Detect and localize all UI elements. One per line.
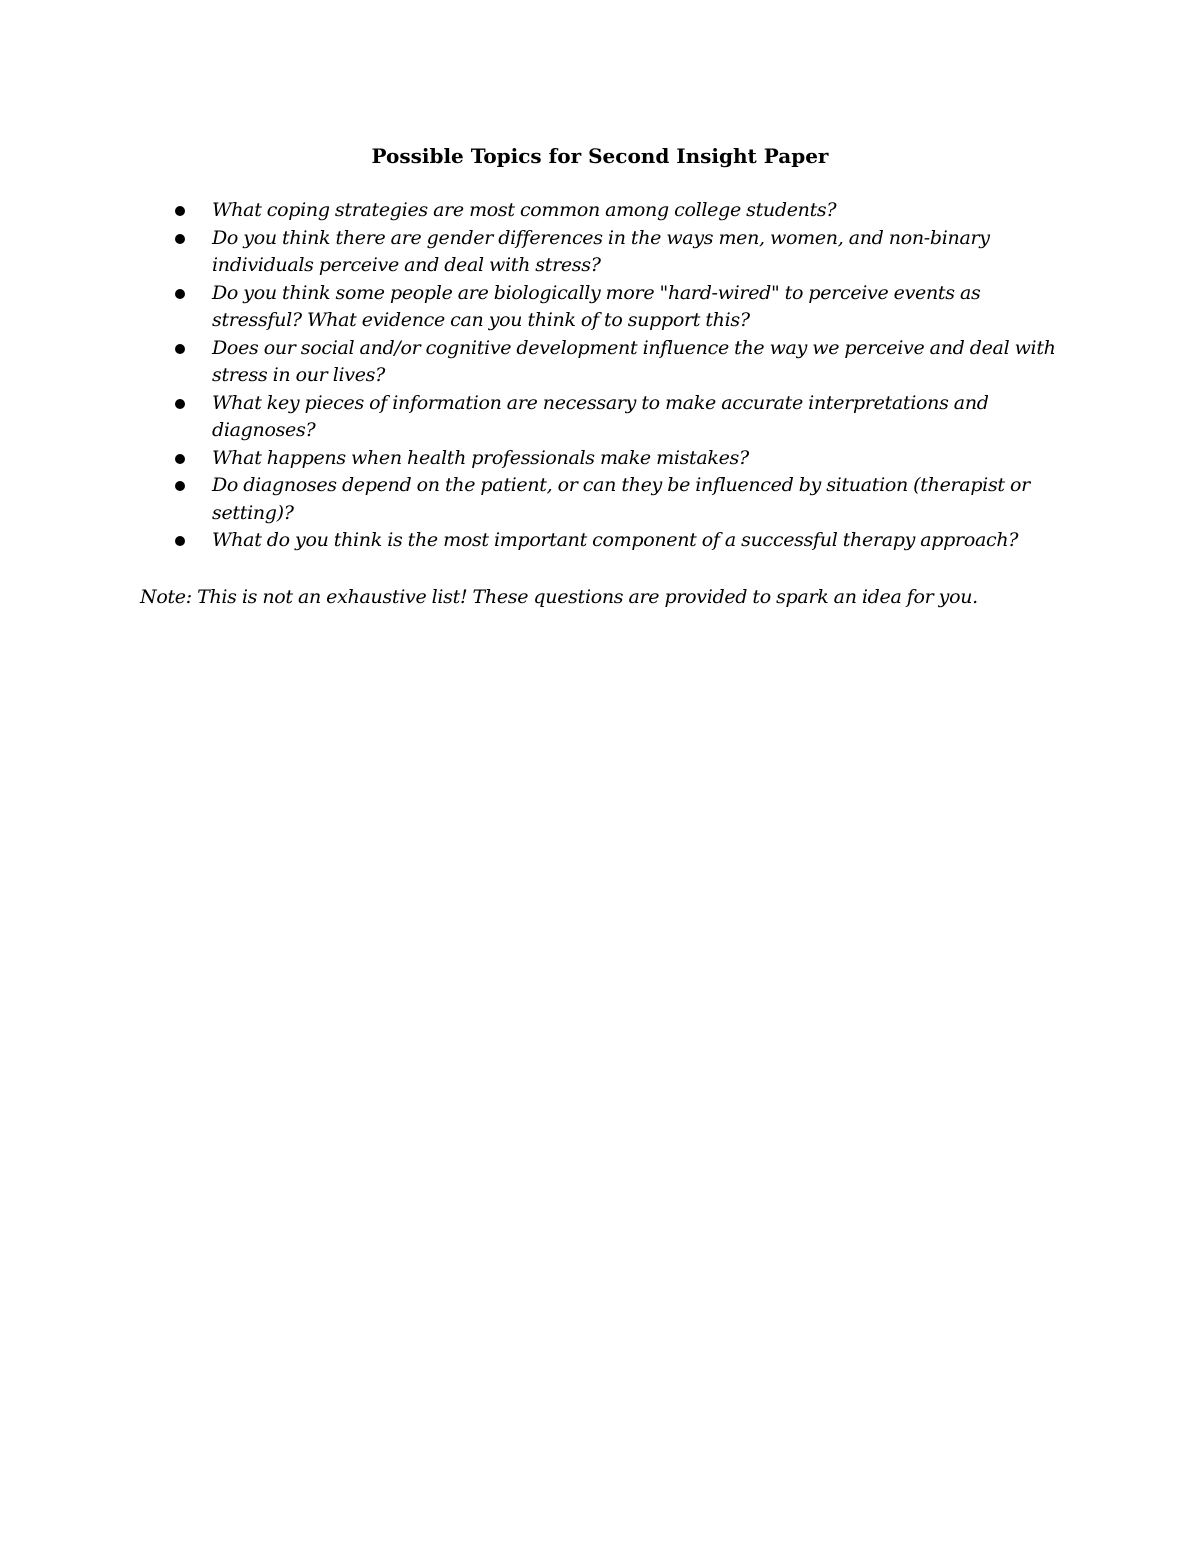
topic-text: Do you think there are gender differences in the ways men, women, and non-binary individuals perceive and deal with stress? [212, 226, 990, 276]
bullet-icon [175, 536, 185, 546]
list-item [212, 280, 1072, 335]
topic-text: Does our social and/or cognitive development influence the way we perceive and deal with stress in our lives? [212, 336, 1056, 386]
bullet-icon [175, 481, 185, 491]
note-text: Note: This is not an exhaustive list! These questions are provided to spark an idea for you. [140, 586, 978, 608]
topic-text: What happens when health professionals make mistakes? [212, 446, 749, 469]
topic-text: What key pieces of information are necessary to make accurate interpretations and diagnoses? [212, 391, 989, 441]
bullet-icon [175, 454, 185, 464]
list-item [212, 390, 1072, 445]
list-item [212, 197, 1072, 225]
topic-list [212, 197, 1072, 555]
topic-text: What coping strategies are most common among college students? [212, 199, 837, 221]
bullet-icon [175, 399, 185, 409]
list-item [212, 527, 1072, 555]
list-item [212, 335, 1072, 390]
bullet-icon [175, 206, 185, 216]
bullet-icon [175, 289, 185, 299]
topic-text: What do you think is the most important component of a successful therapy approach? [212, 529, 1019, 551]
list-item [212, 225, 1072, 280]
topic-text: Do diagnoses depend on the patient, or can they be influenced by situation (therapist or setting)? [212, 474, 1030, 524]
page-title: Possible Topics for Second Insight Paper [371, 144, 829, 168]
list-item [212, 445, 1072, 473]
bullet-icon [175, 344, 185, 354]
list-item [212, 472, 1072, 527]
topic-text: Do you think some people are biologically more "hard-wired" to perceive events as stressful? What evidence can you think of to support this? [212, 281, 981, 331]
bullet-icon [175, 234, 185, 244]
